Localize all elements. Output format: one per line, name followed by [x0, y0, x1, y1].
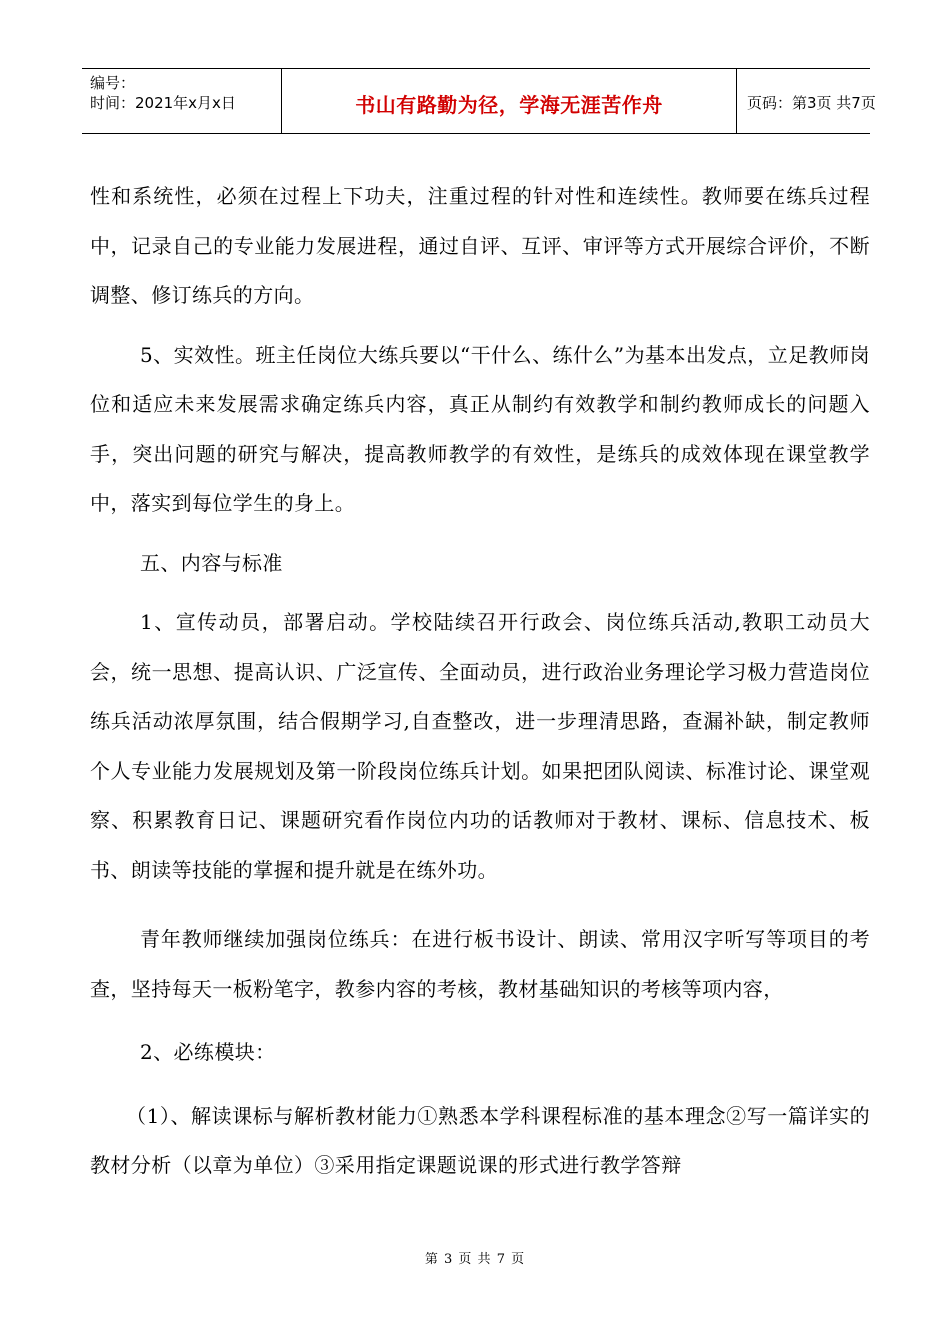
- paragraph-required-modules: 2、必练模块：: [140, 1040, 276, 1064]
- header-meta-cell: [82, 69, 282, 133]
- page-footer: 第 3 页 共 7 页: [424, 1252, 526, 1267]
- number-label: 编号：: [90, 74, 136, 92]
- paragraph-effectiveness: 5、实效性。班主任岗位大练兵要以“干什么、练什么”为基本出发点，立足教师岗位和适应未来发展需求确定练兵内容，真正从制约有效教学和制约教师成长的问题入手，突出问题的研究与解决，提高教师教学的有效性，是练兵的成效体现在课堂教学中，落实到每位学生的身上。: [90, 342, 870, 515]
- header-page-cell: [737, 69, 876, 133]
- paragraph-mobilization: 1、宣传动员，部署启动。学校陆续召开行政会、岗位练兵活动,教职工动员大会，统一思想、提高认识、广泛宣传、全面动员，进行政治业务理论学习极力营造岗位练兵活动浓厚氛围，结合假期学习,自查整改，进一步理清思路，查漏补缺，制定教师个人专业能力发展规划及第一阶段岗位练兵计划。如果把团队阅读、标准讨论、课堂观察、积累教育日记、课题研究看作岗位内功的话教师对于教材、课标、信息技术、板书、朗读等技能的掌握和提升就是在练外功。: [90, 610, 870, 882]
- paragraph-continuation: 性和系统性，必须在过程上下功夫，注重过程的针对性和连续性。教师要在练兵过程中，记录自己的专业能力发展进程，通过自评、互评、审评等方式开展综合评价，不断调整、修订练兵的方向。: [90, 184, 870, 307]
- section-heading: 五、内容与标准: [140, 550, 283, 575]
- paragraph-curriculum-ability: （1）、解读课标与解析教材能力①熟悉本学科课程标准的基本理念②写一篇详实的教材分析（以章为单位）③采用指定课题说课的形式进行教学答辩: [90, 1103, 870, 1177]
- page-header: [82, 68, 876, 134]
- header-motto: 书山有路勤为径，学海无涯苦作舟: [355, 93, 663, 117]
- document-body: [90, 172, 870, 1191]
- header-motto-cell: [282, 69, 737, 133]
- paragraph-young-teachers: 青年教师继续加强岗位练兵：在进行板书设计、朗读、常用汉字听写等项目的考查，坚持每天一板粉笔字，教参内容的考核，教材基础知识的考核等项内容，: [90, 927, 870, 1001]
- date-label: 时间：2021年x月x日: [90, 94, 236, 112]
- page-info: 页码：第3页 共7页: [747, 94, 876, 112]
